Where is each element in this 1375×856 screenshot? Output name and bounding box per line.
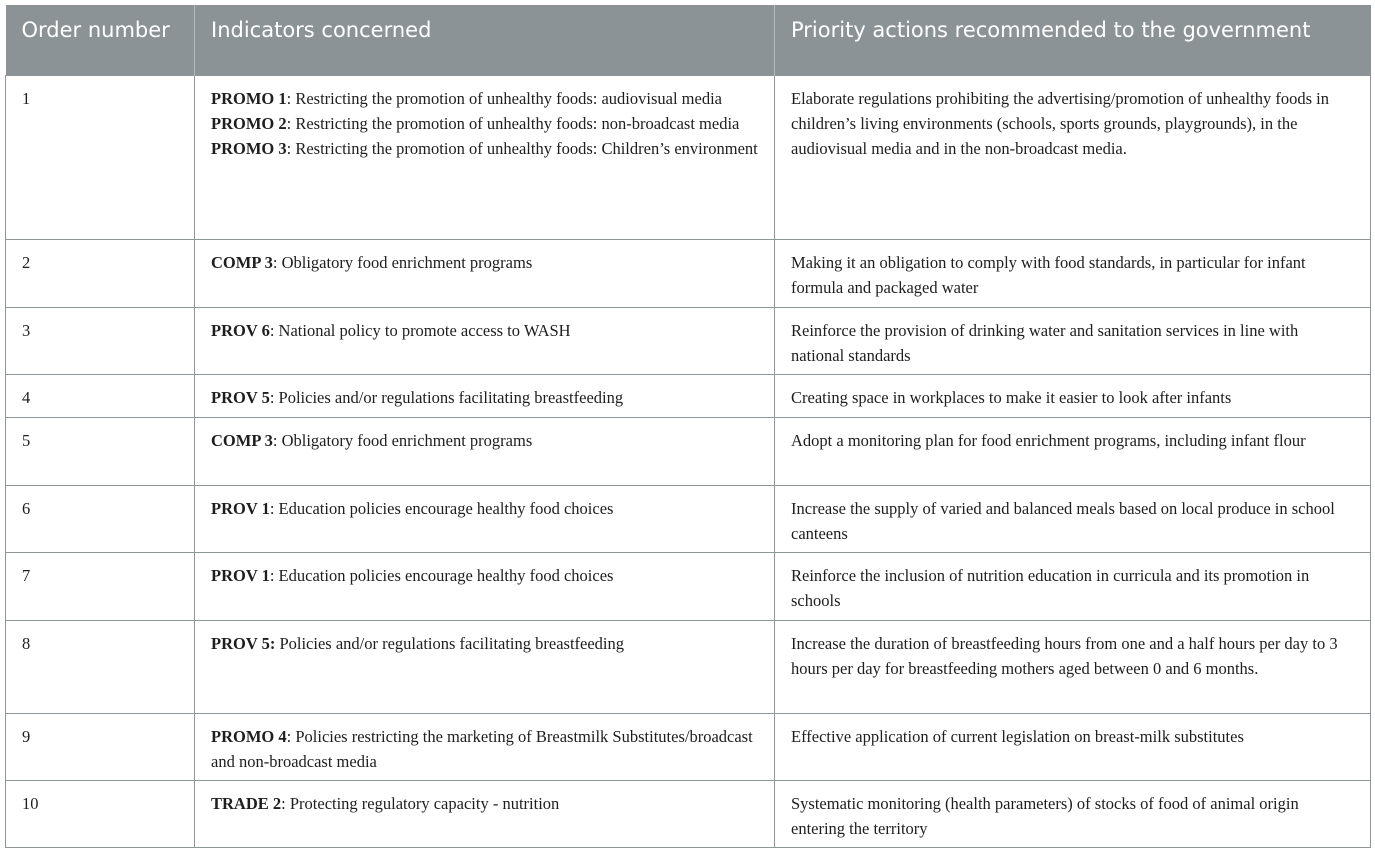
header-order-number: Order number xyxy=(6,5,195,76)
indicators-cell xyxy=(195,308,775,375)
indicator-code: PROMO 2 xyxy=(211,114,287,133)
indicator-description: Protecting regulatory capacity - nutrition xyxy=(285,794,560,813)
indicator-separator: : xyxy=(286,139,292,158)
priority-action-cell: Reinforce the provision of drinking water and sanitation services in line with national standards xyxy=(775,308,1371,375)
table-row xyxy=(6,486,1371,553)
priority-actions-table xyxy=(5,5,1371,848)
indicator-description: National policy to promote access to WASH xyxy=(274,321,571,340)
priority-action-cell: Making it an obligation to comply with food standards, in particular for infant formula and packaged water xyxy=(775,240,1371,308)
indicator-code: PROMO 4 xyxy=(211,727,287,746)
indicator-code: PROV 5: xyxy=(211,634,276,653)
indicator-description: Restricting the promotion of unhealthy foods: audiovisual media xyxy=(291,89,722,108)
indicator-description: Obligatory food enrichment programs xyxy=(277,253,533,272)
indicator-entry xyxy=(211,86,758,111)
indicator-entry xyxy=(211,563,758,588)
order-number-cell: 6 xyxy=(6,486,195,553)
header-row xyxy=(6,5,1371,76)
indicator-separator: : xyxy=(272,431,278,450)
indicator-description: Education policies encourage healthy food choices xyxy=(274,566,614,585)
indicator-separator: : xyxy=(269,499,275,518)
indicator-separator: : xyxy=(281,794,286,813)
table-row xyxy=(6,418,1371,486)
indicator-entry xyxy=(211,724,758,774)
indicators-cell xyxy=(195,621,775,714)
header-priority-actions: Priority actions recommended to the government xyxy=(775,5,1371,76)
indicator-code: COMP 3 xyxy=(211,431,273,450)
table-row xyxy=(6,621,1371,714)
indicator-separator: : xyxy=(272,253,278,272)
table-row xyxy=(6,553,1371,621)
indicator-separator: : xyxy=(269,388,275,407)
header-indicators: Indicators concerned xyxy=(195,5,775,76)
indicators-cell xyxy=(195,375,775,418)
indicator-code: PROV 6 xyxy=(211,321,270,340)
indicator-entry xyxy=(211,250,758,275)
indicators-cell xyxy=(195,418,775,486)
indicator-description: Restricting the promotion of unhealthy foods: non-broadcast media xyxy=(291,114,740,133)
indicator-entry xyxy=(211,428,758,453)
indicators-cell xyxy=(195,781,775,848)
order-number-cell: 5 xyxy=(6,418,195,486)
indicators-cell xyxy=(195,486,775,553)
indicator-description: Policies and/or regulations facilitating breastfeeding xyxy=(274,388,624,407)
priority-action-cell: Increase the duration of breastfeeding hours from one and a half hours per day to 3 hours per day for breastfeeding mothers aged between 0 and 6 months. xyxy=(775,621,1371,714)
priority-action-cell: Creating space in workplaces to make it easier to look after infants xyxy=(775,375,1371,418)
indicators-cell xyxy=(195,553,775,621)
indicators-cell xyxy=(195,714,775,781)
indicator-code: PROMO 1 xyxy=(211,89,287,108)
indicator-code: PROV 1 xyxy=(211,566,270,585)
indicator-description: Obligatory food enrichment programs xyxy=(277,431,533,450)
table-body xyxy=(6,76,1371,848)
table-row xyxy=(6,76,1371,240)
priority-action-cell: Reinforce the inclusion of nutrition education in curricula and its promotion in schools xyxy=(775,553,1371,621)
table-row xyxy=(6,714,1371,781)
indicator-entry xyxy=(211,496,758,521)
order-number-cell: 1 xyxy=(6,76,195,240)
order-number-cell: 4 xyxy=(6,375,195,418)
indicator-code: COMP 3 xyxy=(211,253,273,272)
priority-action-cell: Adopt a monitoring plan for food enrichment programs, including infant flour xyxy=(775,418,1371,486)
indicator-entry xyxy=(211,318,758,343)
order-number-cell: 2 xyxy=(6,240,195,308)
indicator-entry xyxy=(211,791,758,816)
table-row xyxy=(6,308,1371,375)
indicator-entry xyxy=(211,631,758,656)
indicator-separator: : xyxy=(269,566,275,585)
order-number-cell: 3 xyxy=(6,308,195,375)
indicators-cell xyxy=(195,240,775,308)
indicator-code: PROV 5 xyxy=(211,388,270,407)
indicator-separator: : xyxy=(269,321,275,340)
indicator-code: TRADE 2 xyxy=(211,794,282,813)
order-number-cell: 10 xyxy=(6,781,195,848)
indicator-code: PROV 1 xyxy=(211,499,270,518)
indicator-description: Education policies encourage healthy food choices xyxy=(274,499,614,518)
indicator-code: PROMO 3 xyxy=(211,139,287,158)
indicator-entry xyxy=(211,111,758,136)
indicator-description: Policies and/or regulations facilitating breastfeeding xyxy=(275,634,625,653)
order-number-cell: 9 xyxy=(6,714,195,781)
order-number-cell: 7 xyxy=(6,553,195,621)
indicator-separator: : xyxy=(286,727,292,746)
priority-action-cell: Effective application of current legislation on breast-milk substitutes xyxy=(775,714,1371,781)
indicator-description: Policies restricting the marketing of Breastmilk Substitutes/broadcast and non-broadcast media xyxy=(211,727,753,771)
indicator-entry xyxy=(211,136,758,161)
priority-action-cell: Increase the supply of varied and balanced meals based on local produce in school canteens xyxy=(775,486,1371,553)
priority-action-cell: Systematic monitoring (health parameters) of stocks of food of animal origin entering the territory xyxy=(775,781,1371,848)
indicator-separator: : xyxy=(286,114,292,133)
order-number-cell: 8 xyxy=(6,621,195,714)
indicator-separator: : xyxy=(286,89,292,108)
table-row xyxy=(6,781,1371,848)
indicators-cell xyxy=(195,76,775,240)
indicator-entry xyxy=(211,385,758,410)
table-row xyxy=(6,375,1371,418)
indicator-description: Restricting the promotion of unhealthy foods: Children’s environment xyxy=(291,139,758,158)
priority-action-cell: Elaborate regulations prohibiting the advertising/promotion of unhealthy foods in children’s living environments (schools, sports grounds, playgrounds), in the audiovisual media and in the non-broadcast media. xyxy=(775,76,1371,240)
table-row xyxy=(6,240,1371,308)
